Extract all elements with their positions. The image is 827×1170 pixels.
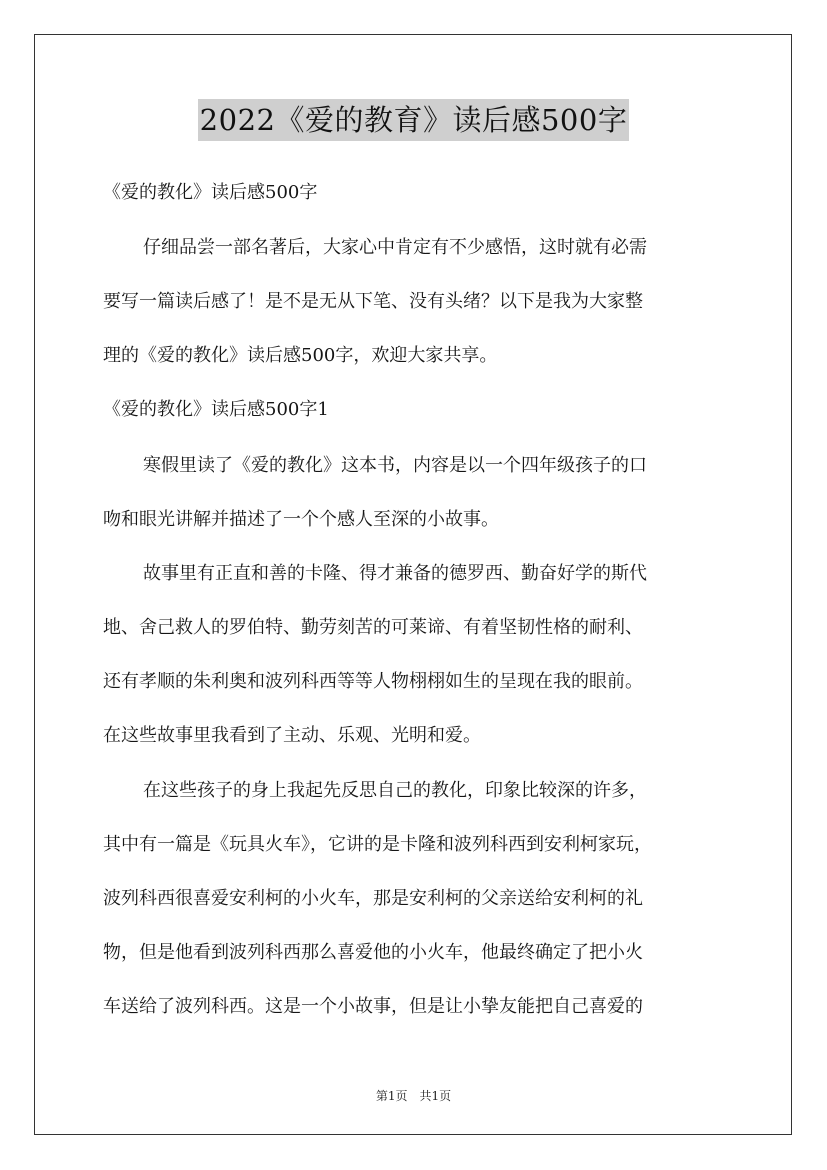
- paragraph-line: 物，但是他看到波列科西那么喜爱他的小火车，他最终确定了把小火: [103, 942, 643, 963]
- paragraph-line: 波列科西很喜爱安利柯的小火车，那是安利柯的父亲送给安利柯的礼: [103, 888, 643, 909]
- document-title: 2022《爱的教育》读后感500字: [198, 99, 630, 141]
- paragraph-line: 其中有一篇是《玩具火车》，它讲的是卡隆和波列科西到安利柯家玩，: [103, 834, 652, 855]
- paragraph-line: 仔细品尝一部名著后，大家心中肯定有不少感悟，这时就有必需: [143, 237, 647, 258]
- paragraph-line: 故事里有正直和善的卡隆、得才兼备的德罗西、勤奋好学的斯代: [143, 563, 647, 584]
- page-number: 第1页 共1页: [375, 1089, 452, 1103]
- paragraph-line: 在这些孩子的身上我起先反思自己的教化，印象比较深的许多，: [143, 780, 647, 801]
- section-heading: 《爱的教化》读后感500字1: [103, 399, 329, 420]
- paragraph-line: 车送给了波列科西。这是一个小故事，但是让小挚友能把自己喜爱的: [103, 996, 643, 1017]
- paragraph-line: 还有孝顺的朱利奥和波列科西等等人物栩栩如生的呈现在我的眼前。: [103, 671, 643, 692]
- paragraph-line: 在这些故事里我看到了主动、乐观、光明和爱。: [103, 725, 481, 746]
- paragraph-line: 吻和眼光讲解并描述了一个个感人至深的小故事。: [103, 509, 499, 530]
- section-heading: 《爱的教化》读后感500字: [103, 182, 318, 203]
- title-container: [0, 99, 827, 141]
- paragraph-line: 理的《爱的教化》读后感500字，欢迎大家共享。: [103, 345, 498, 366]
- paragraph-line: 寒假里读了《爱的教化》这本书，内容是以一个四年级孩子的口: [143, 455, 647, 476]
- paragraph-line: 要写一篇读后感了！是不是无从下笔、没有头绪？以下是我为大家整: [103, 291, 643, 312]
- paragraph-line: 地、舍己救人的罗伯特、勤劳刻苦的可莱谛、有着坚韧性格的耐利、: [103, 617, 643, 638]
